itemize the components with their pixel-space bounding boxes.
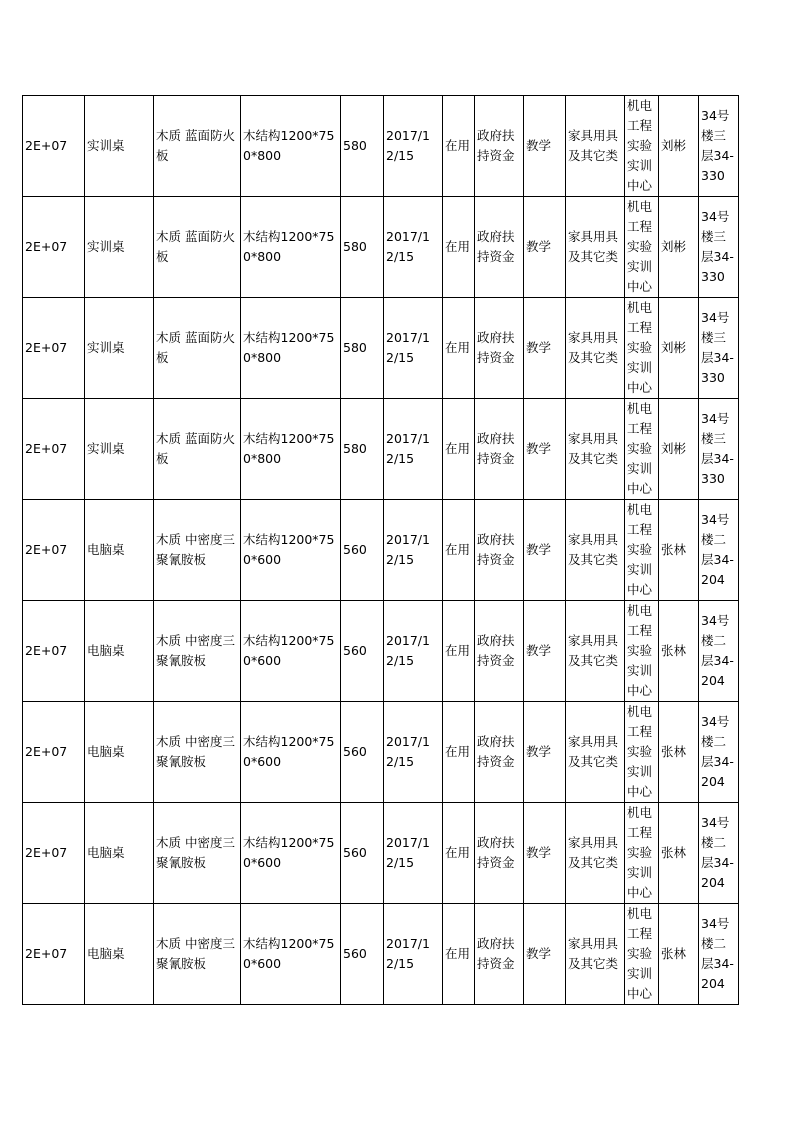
asset-price-cell: 580 — [341, 96, 384, 197]
asset-model-cell: 木结构1200*750*800 — [241, 197, 341, 298]
acquire-date-cell: 2017/12/15 — [384, 601, 443, 702]
asset-price-cell: 580 — [341, 197, 384, 298]
custodian-cell: 张林 — [659, 702, 699, 803]
usage-cell: 教学 — [524, 298, 566, 399]
asset-table-body — [23, 96, 739, 1005]
status-cell: 在用 — [443, 500, 475, 601]
status-cell: 在用 — [443, 197, 475, 298]
department-cell: 机电工程实验实训中心 — [625, 298, 659, 399]
category-cell: 家具用具及其它类 — [566, 399, 625, 500]
custodian-cell: 张林 — [659, 601, 699, 702]
asset-name-cell: 电脑桌 — [85, 601, 154, 702]
usage-cell: 教学 — [524, 904, 566, 1005]
asset-name-cell: 实训桌 — [85, 197, 154, 298]
category-cell: 家具用具及其它类 — [566, 197, 625, 298]
usage-cell: 教学 — [524, 399, 566, 500]
department-cell: 机电工程实验实训中心 — [625, 601, 659, 702]
asset-spec-cell: 木质 蓝面防火板 — [154, 399, 241, 500]
asset-price-cell: 560 — [341, 803, 384, 904]
asset-model-cell: 木结构1200*750*600 — [241, 904, 341, 1005]
asset-spec-cell: 木质 蓝面防火板 — [154, 197, 241, 298]
funding-source-cell: 政府扶持资金 — [475, 399, 524, 500]
funding-source-cell: 政府扶持资金 — [475, 601, 524, 702]
funding-source-cell: 政府扶持资金 — [475, 500, 524, 601]
table-row — [23, 803, 739, 904]
acquire-date-cell: 2017/12/15 — [384, 702, 443, 803]
table-row — [23, 96, 739, 197]
asset-spec-cell: 木质 中密度三聚氰胺板 — [154, 904, 241, 1005]
category-cell: 家具用具及其它类 — [566, 500, 625, 601]
acquire-date-cell: 2017/12/15 — [384, 298, 443, 399]
custodian-cell: 张林 — [659, 500, 699, 601]
funding-source-cell: 政府扶持资金 — [475, 904, 524, 1005]
asset-spec-cell: 木质 中密度三聚氰胺板 — [154, 803, 241, 904]
funding-source-cell: 政府扶持资金 — [475, 298, 524, 399]
asset-name-cell: 电脑桌 — [85, 500, 154, 601]
department-cell: 机电工程实验实训中心 — [625, 702, 659, 803]
table-row — [23, 298, 739, 399]
asset-code-cell: 2E+07 — [23, 500, 85, 601]
category-cell: 家具用具及其它类 — [566, 904, 625, 1005]
asset-name-cell: 电脑桌 — [85, 803, 154, 904]
table-row — [23, 702, 739, 803]
location-cell: 34号楼三层34-330 — [699, 96, 739, 197]
location-cell: 34号楼二层34-204 — [699, 803, 739, 904]
asset-name-cell: 电脑桌 — [85, 904, 154, 1005]
custodian-cell: 张林 — [659, 803, 699, 904]
custodian-cell: 刘彬 — [659, 399, 699, 500]
acquire-date-cell: 2017/12/15 — [384, 904, 443, 1005]
category-cell: 家具用具及其它类 — [566, 601, 625, 702]
department-cell: 机电工程实验实训中心 — [625, 197, 659, 298]
asset-code-cell: 2E+07 — [23, 96, 85, 197]
asset-price-cell: 560 — [341, 601, 384, 702]
status-cell: 在用 — [443, 803, 475, 904]
table-row — [23, 500, 739, 601]
asset-table — [22, 95, 739, 1005]
usage-cell: 教学 — [524, 500, 566, 601]
usage-cell: 教学 — [524, 601, 566, 702]
table-row — [23, 399, 739, 500]
location-cell: 34号楼三层34-330 — [699, 399, 739, 500]
asset-name-cell: 实训桌 — [85, 96, 154, 197]
asset-code-cell: 2E+07 — [23, 197, 85, 298]
location-cell: 34号楼二层34-204 — [699, 500, 739, 601]
asset-name-cell: 实训桌 — [85, 298, 154, 399]
department-cell: 机电工程实验实训中心 — [625, 803, 659, 904]
department-cell: 机电工程实验实训中心 — [625, 399, 659, 500]
category-cell: 家具用具及其它类 — [566, 298, 625, 399]
location-cell: 34号楼二层34-204 — [699, 601, 739, 702]
asset-price-cell: 560 — [341, 702, 384, 803]
table-row — [23, 197, 739, 298]
status-cell: 在用 — [443, 96, 475, 197]
status-cell: 在用 — [443, 702, 475, 803]
acquire-date-cell: 2017/12/15 — [384, 96, 443, 197]
asset-spec-cell: 木质 中密度三聚氰胺板 — [154, 702, 241, 803]
status-cell: 在用 — [443, 298, 475, 399]
status-cell: 在用 — [443, 399, 475, 500]
asset-model-cell: 木结构1200*750*600 — [241, 702, 341, 803]
acquire-date-cell: 2017/12/15 — [384, 803, 443, 904]
usage-cell: 教学 — [524, 803, 566, 904]
asset-price-cell: 560 — [341, 500, 384, 601]
asset-spec-cell: 木质 中密度三聚氰胺板 — [154, 500, 241, 601]
usage-cell: 教学 — [524, 96, 566, 197]
asset-code-cell: 2E+07 — [23, 399, 85, 500]
asset-code-cell: 2E+07 — [23, 601, 85, 702]
status-cell: 在用 — [443, 904, 475, 1005]
asset-spec-cell: 木质 蓝面防火板 — [154, 96, 241, 197]
asset-code-cell: 2E+07 — [23, 702, 85, 803]
usage-cell: 教学 — [524, 197, 566, 298]
category-cell: 家具用具及其它类 — [566, 803, 625, 904]
department-cell: 机电工程实验实训中心 — [625, 96, 659, 197]
custodian-cell: 刘彬 — [659, 96, 699, 197]
location-cell: 34号楼二层34-204 — [699, 702, 739, 803]
table-row — [23, 904, 739, 1005]
asset-model-cell: 木结构1200*750*800 — [241, 298, 341, 399]
asset-price-cell: 580 — [341, 298, 384, 399]
location-cell: 34号楼三层34-330 — [699, 298, 739, 399]
funding-source-cell: 政府扶持资金 — [475, 197, 524, 298]
asset-model-cell: 木结构1200*750*600 — [241, 500, 341, 601]
category-cell: 家具用具及其它类 — [566, 702, 625, 803]
asset-name-cell: 实训桌 — [85, 399, 154, 500]
asset-code-cell: 2E+07 — [23, 298, 85, 399]
acquire-date-cell: 2017/12/15 — [384, 399, 443, 500]
asset-model-cell: 木结构1200*750*600 — [241, 601, 341, 702]
asset-table-sheet — [22, 95, 739, 1005]
asset-price-cell: 560 — [341, 904, 384, 1005]
asset-code-cell: 2E+07 — [23, 904, 85, 1005]
acquire-date-cell: 2017/12/15 — [384, 500, 443, 601]
department-cell: 机电工程实验实训中心 — [625, 500, 659, 601]
status-cell: 在用 — [443, 601, 475, 702]
asset-model-cell: 木结构1200*750*800 — [241, 96, 341, 197]
asset-code-cell: 2E+07 — [23, 803, 85, 904]
asset-spec-cell: 木质 中密度三聚氰胺板 — [154, 601, 241, 702]
custodian-cell: 刘彬 — [659, 298, 699, 399]
category-cell: 家具用具及其它类 — [566, 96, 625, 197]
asset-price-cell: 580 — [341, 399, 384, 500]
acquire-date-cell: 2017/12/15 — [384, 197, 443, 298]
asset-model-cell: 木结构1200*750*800 — [241, 399, 341, 500]
asset-spec-cell: 木质 蓝面防火板 — [154, 298, 241, 399]
funding-source-cell: 政府扶持资金 — [475, 803, 524, 904]
asset-name-cell: 电脑桌 — [85, 702, 154, 803]
department-cell: 机电工程实验实训中心 — [625, 904, 659, 1005]
location-cell: 34号楼三层34-330 — [699, 197, 739, 298]
custodian-cell: 张林 — [659, 904, 699, 1005]
table-row — [23, 601, 739, 702]
custodian-cell: 刘彬 — [659, 197, 699, 298]
funding-source-cell: 政府扶持资金 — [475, 96, 524, 197]
funding-source-cell: 政府扶持资金 — [475, 702, 524, 803]
location-cell: 34号楼二层34-204 — [699, 904, 739, 1005]
asset-model-cell: 木结构1200*750*600 — [241, 803, 341, 904]
usage-cell: 教学 — [524, 702, 566, 803]
